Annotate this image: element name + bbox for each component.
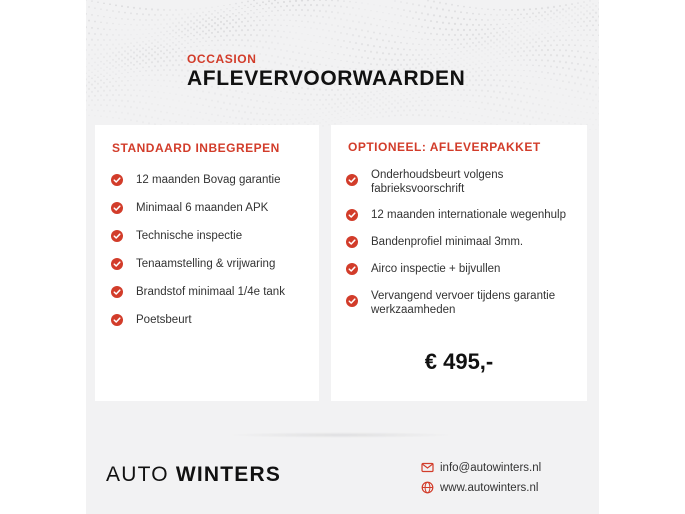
envelope-icon: [421, 461, 434, 474]
dotted-wave-pattern: [86, 0, 599, 130]
email-link[interactable]: info@autowinters.nl: [440, 461, 542, 474]
contact-email[interactable]: [421, 461, 541, 474]
check-circle-icon: [111, 286, 123, 298]
list-item-text: Tenaamstelling & vrijwaring: [136, 258, 276, 270]
logo-word-winters: WINTERS: [175, 463, 282, 486]
check-circle-icon: [346, 209, 358, 221]
list-item: [346, 235, 571, 249]
list-item: [346, 289, 571, 317]
eyebrow-label: OCCASION: [187, 52, 257, 66]
check-circle-icon: [346, 236, 358, 248]
list-item: [346, 262, 571, 276]
check-circle-icon: [111, 230, 123, 242]
optional-card-title: OPTIONEEL: AFLEVERPAKKET: [348, 140, 541, 154]
optional-card: [331, 125, 587, 401]
list-item: [111, 173, 285, 201]
list-item: [346, 208, 571, 222]
list-item: [111, 229, 285, 257]
list-item-text: Poetsbeurt: [136, 314, 192, 326]
package-price: € 495,-: [424, 349, 494, 374]
standard-card: [95, 125, 319, 401]
optional-list: [346, 168, 571, 329]
page-title: AFLEVERVOORWAARDEN: [187, 67, 466, 90]
logo-word-auto: AUTO: [106, 463, 169, 486]
list-item-text: Airco inspectie + bijvullen: [371, 263, 501, 275]
list-item: [111, 201, 285, 229]
check-circle-icon: [111, 258, 123, 270]
list-item-text: Onderhoudsbeurt volgens fabrieksvoorschrift: [371, 169, 504, 195]
list-item: [111, 257, 285, 285]
brand-logo: [106, 463, 281, 487]
list-item-text: Technische inspectie: [136, 230, 243, 242]
standard-list: [111, 173, 285, 341]
list-item-text: Vervangend vervoer tijdens garantie werkzaamheden: [371, 290, 556, 316]
list-item: [111, 313, 285, 341]
list-item-text: 12 maanden Bovag garantie: [136, 174, 281, 186]
list-item-text: 12 maanden internationale wegenhulp: [371, 209, 567, 221]
check-circle-icon: [346, 295, 358, 307]
list-item: [111, 285, 285, 313]
list-item: [346, 168, 571, 196]
check-circle-icon: [346, 174, 358, 186]
check-circle-icon: [111, 174, 123, 186]
divider: [226, 432, 456, 438]
website-link[interactable]: www.autowinters.nl: [440, 481, 539, 494]
list-item-text: Minimaal 6 maanden APK: [136, 202, 269, 214]
standard-card-title: STANDAARD INBEGREPEN: [112, 141, 280, 155]
check-circle-icon: [111, 202, 123, 214]
contact-website[interactable]: [421, 481, 538, 494]
check-circle-icon: [346, 263, 358, 275]
globe-icon: [421, 481, 434, 494]
list-item-text: Bandenprofiel minimaal 3mm.: [371, 236, 524, 248]
check-circle-icon: [111, 314, 123, 326]
list-item-text: Brandstof minimaal 1/4e tank: [136, 286, 285, 298]
